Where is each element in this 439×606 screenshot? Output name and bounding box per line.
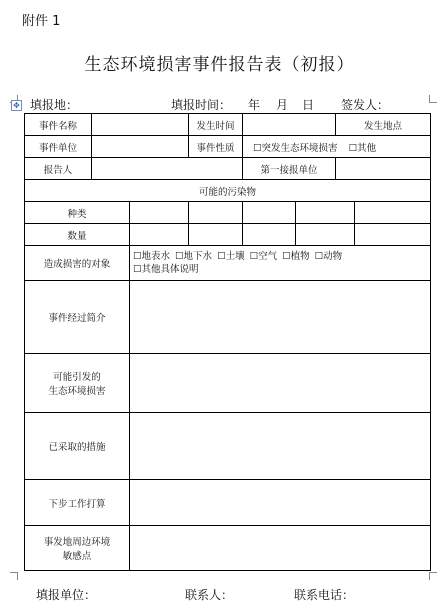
pollutant-quantity-cell-1[interactable]	[130, 224, 189, 246]
object-plants-checkbox[interactable]: ☐植物	[282, 251, 310, 262]
pollutant-type-cell-1[interactable]	[130, 202, 189, 224]
event-nature-options	[243, 136, 431, 158]
fill-unit-label: 填报单位：	[36, 588, 97, 602]
pollutant-type-cell-4[interactable]	[296, 202, 355, 224]
pollutant-quantity-cell-2[interactable]	[189, 224, 243, 246]
first-report-unit-label: 第一接报单位	[243, 158, 336, 180]
pollutant-type-cell-2[interactable]	[189, 202, 243, 224]
crop-mark-bottom-right	[429, 572, 437, 580]
pollutants-header: 可能的污染物	[25, 180, 431, 202]
object-groundwater-checkbox[interactable]: ☐地下水	[175, 251, 213, 262]
nature-option-other-checkbox[interactable]: ☐其他	[348, 142, 377, 154]
object-animals-checkbox[interactable]: ☐动物	[314, 251, 343, 262]
possible-damage-label	[25, 354, 130, 413]
fill-time-label: 填报时间：	[171, 98, 232, 112]
event-unit-label: 事件单位	[25, 136, 92, 158]
object-surface-water-checkbox[interactable]: ☐地表水	[133, 251, 171, 262]
signer-label: 签发人：	[341, 98, 390, 112]
phone-label: 联系电话：	[294, 588, 355, 602]
occur-place-label: 发生地点	[336, 114, 431, 136]
damaged-objects-options	[130, 246, 431, 281]
possible-damage-line-2: 生态环境损害	[48, 386, 106, 397]
event-unit-field[interactable]	[92, 136, 189, 158]
measures-label: 已采取的措施	[25, 413, 130, 480]
sensitive-points-field[interactable]	[130, 526, 431, 571]
pollutant-quantity-cell-3[interactable]	[243, 224, 296, 246]
crop-mark-bottom-left	[10, 572, 18, 580]
pollutant-quantity-cell-4[interactable]	[296, 224, 355, 246]
contact-label: 联系人：	[185, 588, 234, 602]
occur-time-field[interactable]	[243, 114, 336, 136]
next-steps-field[interactable]	[130, 480, 431, 526]
nature-option-sudden-checkbox[interactable]: ☐突发生态环境损害	[253, 142, 338, 154]
pollutant-quantity-label: 数量	[25, 224, 130, 246]
event-name-field[interactable]	[92, 114, 189, 136]
possible-damage-line-1: 可能引发的	[53, 372, 101, 383]
occur-time-label: 发生时间	[189, 114, 243, 136]
reporter-field[interactable]	[92, 158, 243, 180]
month-label: 月	[276, 98, 289, 112]
pollutant-type-cell-3[interactable]	[243, 202, 296, 224]
possible-damage-field[interactable]	[130, 354, 431, 413]
crop-mark-top-right	[429, 95, 437, 103]
event-summary-field[interactable]	[130, 281, 431, 354]
event-name-label: 事件名称	[25, 114, 92, 136]
sensitive-points-line-2: 敏感点	[62, 551, 92, 562]
day-label: 日	[302, 98, 315, 112]
pollutant-type-label: 种类	[25, 202, 130, 224]
sensitive-points-label	[25, 526, 130, 571]
object-other-checkbox[interactable]: ☐其他具体说明	[133, 264, 199, 275]
measures-field[interactable]	[130, 413, 431, 480]
sensitive-points-line-1: 事发地周边环境	[43, 537, 111, 548]
annex-label: 附件 1	[22, 14, 61, 29]
page-title: 生态环境损害事件报告表（初报）	[84, 55, 355, 75]
next-steps-label: 下步工作打算	[25, 480, 130, 526]
object-soil-checkbox[interactable]: ☐土壤	[217, 251, 245, 262]
damaged-objects-label: 造成损害的对象	[25, 246, 130, 281]
report-form-table	[24, 113, 431, 571]
fill-place-label: 填报地：	[30, 98, 79, 112]
pollutant-quantity-cell-5[interactable]	[355, 224, 431, 246]
reporter-label: 报告人	[25, 158, 92, 180]
first-report-unit-field[interactable]	[336, 158, 431, 180]
event-nature-label: 事件性质	[189, 136, 243, 158]
table-move-handle-icon[interactable]: ✥	[11, 100, 22, 111]
object-air-checkbox[interactable]: ☐空气	[249, 251, 278, 262]
event-summary-label: 事件经过简介	[25, 281, 130, 354]
pollutant-type-cell-5[interactable]	[355, 202, 431, 224]
year-label: 年	[248, 98, 261, 112]
